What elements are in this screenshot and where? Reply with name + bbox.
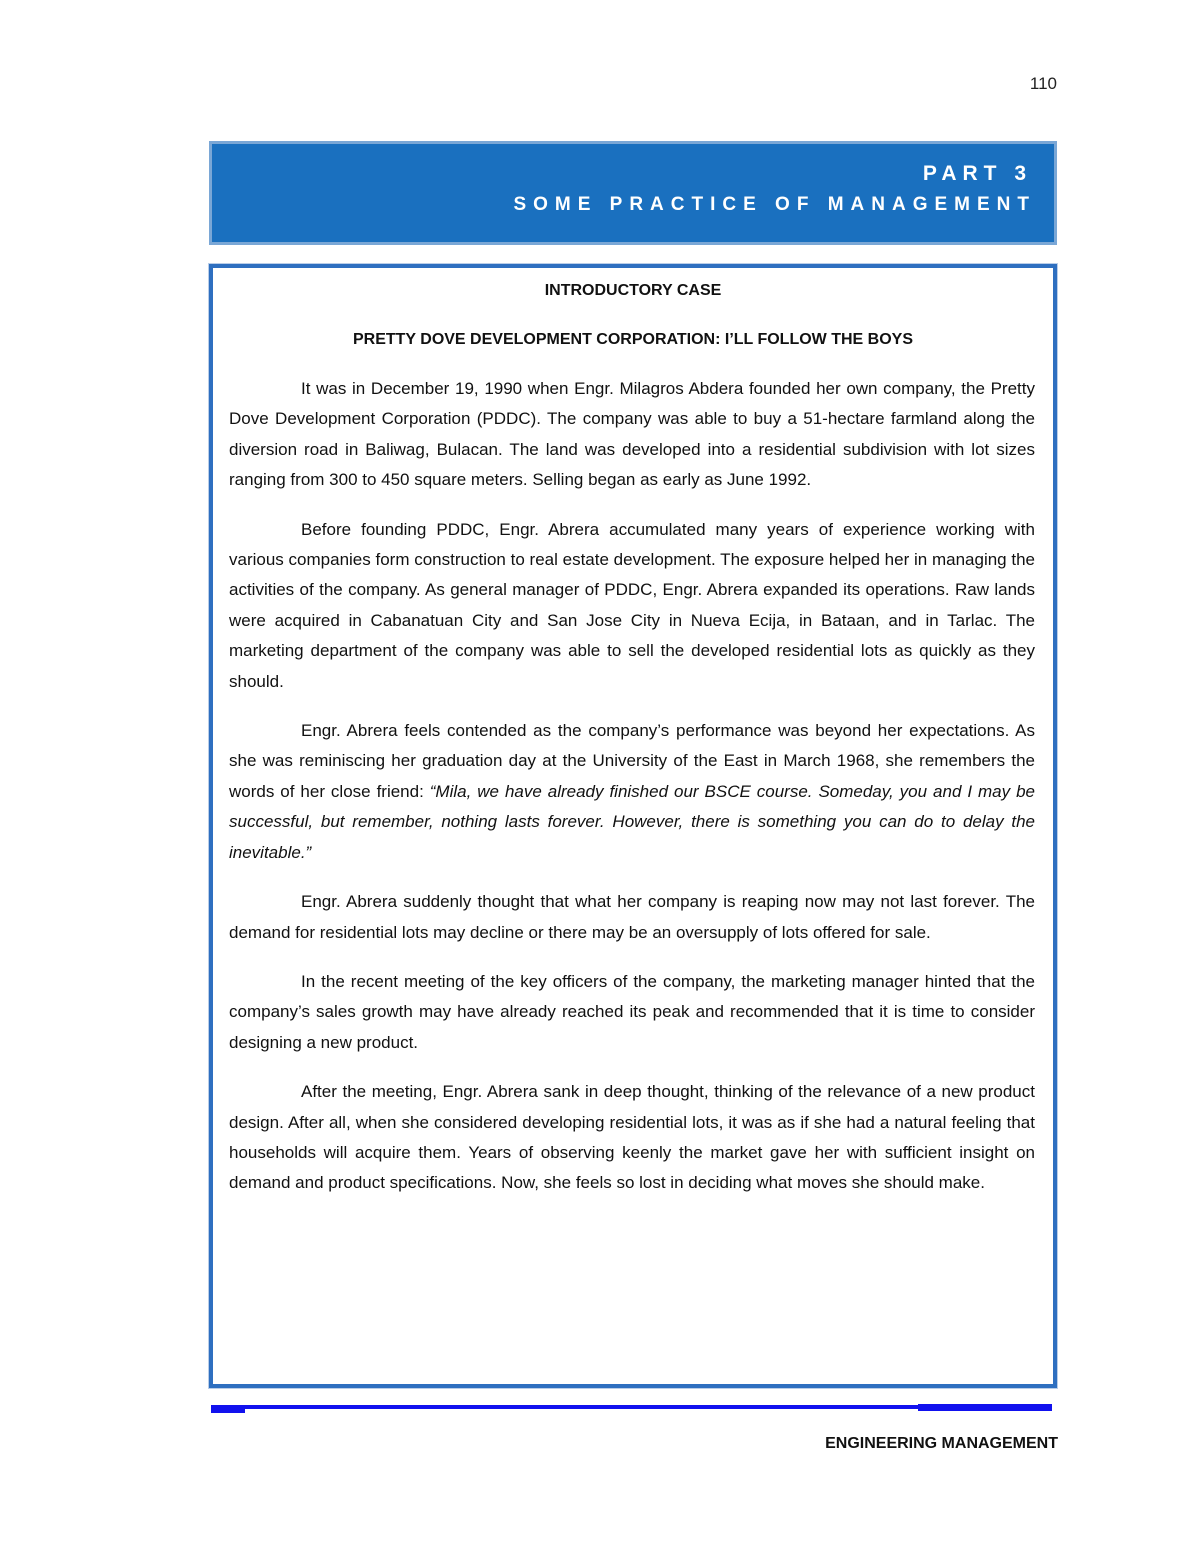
part-label: PART 3 [922,162,1032,185]
introductory-case-box [209,264,1057,1388]
case-paragraph-5: In the recent meeting of the key officers of the company, the marketing manager hinted that the company’s sales growth may have already reached its peak and recommended that it is time to consider designing a new product. [229,971,1035,1052]
page-number: 110 [1029,74,1057,93]
footer-rule-right-tab [918,1404,1052,1411]
case-paragraph-2: Before founding PDDC, Engr. Abrera accumulated many years of experience working with various companies form construction to real estate development. The exposure helped her in managing the activities of the company. As general manager of PDDC, Engr. Abrera expanded its operations. Raw lands were acquired in Cabanatuan City and San Jose City in Nueva Ecija, in Bataan, and in Tarlac. The marketing department of the company was able to sell the developed residential lots as quickly as they should. [229,519,1035,691]
case-paragraph-3 [229,716,1035,868]
case-paragraph-1: It was in December 19, 1990 when Engr. Milagros Abdera founded her own company, the Pretty Dove Development Corporation (PDDC). The company was able to buy a 51-hectare farmland along the diversion road in Baliwag, Bulacan. The land was developed into a residential subdivision with lot sizes ranging from 300 to 450 square meters. Selling began as early as June 1992. [229,379,1035,490]
case-paragraph-4: Engr. Abrera suddenly thought that what her company is reaping now may not last forever. The demand for residential lots may decline or there may be an oversupply of lots offered for sale. [229,892,1035,942]
part-subtitle: SOME PRACTICE OF MANAGEMENT [513,194,1036,215]
case-paragraph-3-text: Engr. Abrera feels contended as the company’s performance was beyond her expectations. As she was reminiscing her graduation day at the University of the East in March 1968, she remembers the words of her close friend: [229,721,1035,801]
case-body [229,374,1035,1218]
case-title: INTRODUCTORY CASE [544,282,722,299]
footer-rule-left-tab [211,1409,245,1413]
footer-title: ENGINEERING MANAGEMENT [825,1435,1058,1452]
part-banner [209,141,1057,245]
case-heading: PRETTY DOVE DEVELOPMENT CORPORATION: I’LL FOLLOW THE BOYS [352,331,914,348]
case-paragraph-6: After the meeting, Engr. Abrera sank in deep thought, thinking of the relevance of a new product design. After all, when she considered developing residential lots, it was as if she had a natural feeling that households will acquire them. Years of observing keenly the market gave her with sufficient insight on demand and product specifications. Now, she feels so lost in deciding what moves she should make. [229,1082,1035,1193]
friend-quote: “Mila, we have already finished our BSCE course. Someday, you and I may be successful, but remember, nothing lasts forever. However, there is something you can do to delay the inevitable.” [229,781,1035,862]
